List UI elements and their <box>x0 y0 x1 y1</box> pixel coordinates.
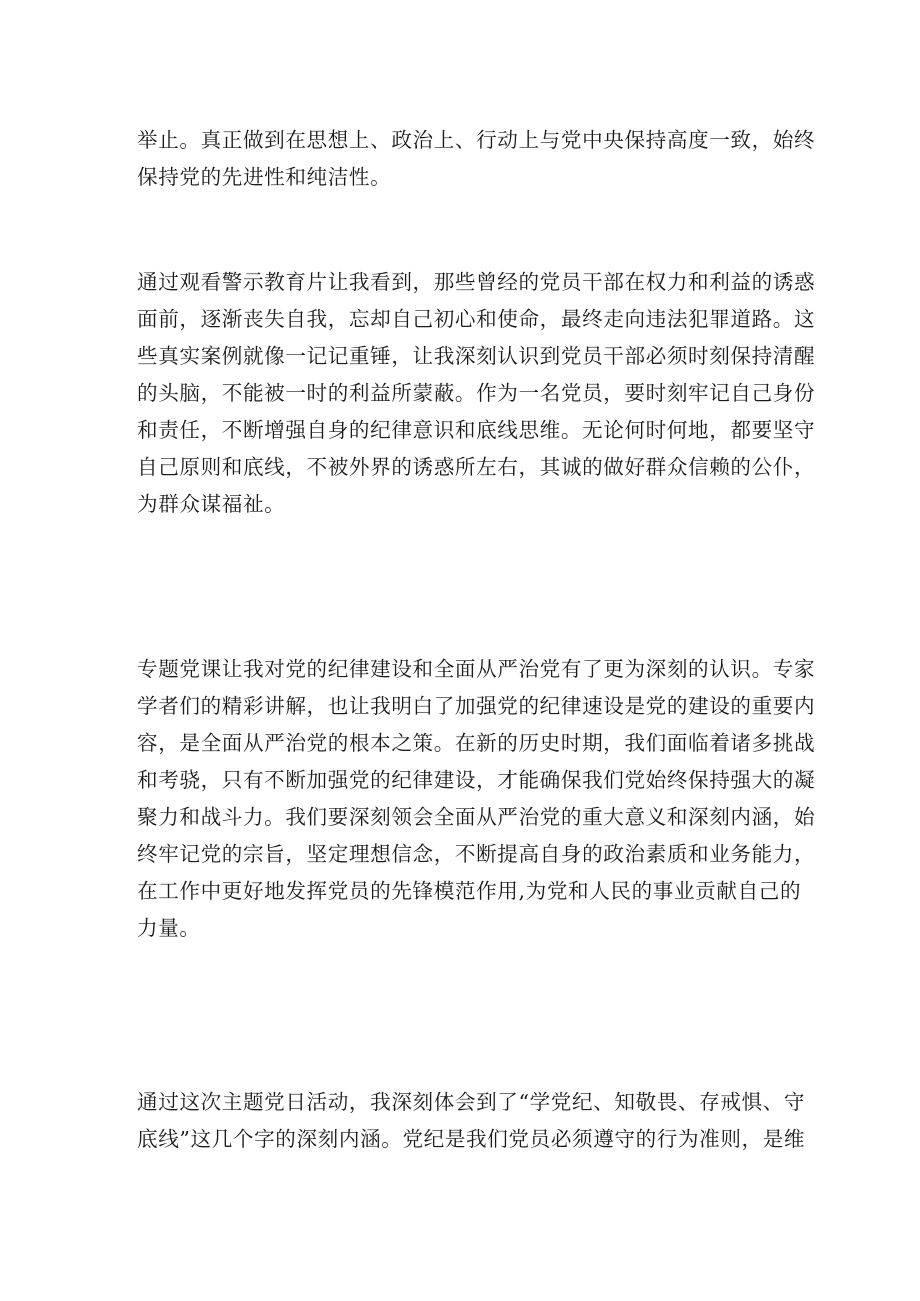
text-line: 底线”这几个字的深刻内涵。党纪是我们党员必须遵守的行为准则，是维 <box>137 1127 806 1151</box>
paragraph-4 <box>137 1084 806 1158</box>
text-line: 面前，逐渐丧失自我，忘却自己初心和使命，最终走向违法犯罪道路。这 <box>137 307 816 331</box>
text-line: 和考骁，只有不断加强党的纪律建设，才能确保我们党始终保持强大的凝 <box>137 768 816 792</box>
text-line: 学者们的精彩讲解，也让我明白了加强党的纪律速设是党的建设的重要内 <box>137 694 816 718</box>
text-line: 保持党的先进性和纯洁性。 <box>137 165 392 189</box>
text-line: 专题党课让我对党的纪律建设和全面从严治党有了更为深刻的认识。专家 <box>137 657 816 681</box>
text-line: 在工作中更好地发挥党员的先锋模范作用,为党和人民的事业贡献自己的 <box>137 879 802 903</box>
text-line: 通过观看警示教育片让我看到，那些曾经的党员干部在权力和利益的诱惑 <box>137 270 816 294</box>
text-line: 聚力和战斗力。我们要深刻领会全面从严治党的重大意义和深刻内涵，始 <box>137 805 816 829</box>
text-line: 举止。真正做到在思想上、政治上、行动上与党中央保持高度一致，始终 <box>137 128 816 152</box>
text-line: 和责任，不断增强自身的纪律意识和底线思维。无论何时何地，都要坚守 <box>137 418 816 442</box>
paragraph-2 <box>137 264 816 523</box>
text-line: 自己原则和底线，不被外界的诱惑所左右，其诚的做好群众信赖的公仆， <box>137 455 816 479</box>
text-line: 为群众谋福祉。 <box>137 492 286 516</box>
text-line: 的头脑，不能被一时的利益所蒙蔽。作为一名党员，要时刻牢记自己身份 <box>137 381 816 405</box>
text-line: 力量。 <box>137 916 201 940</box>
text-line: 终牢记党的宗旨，坚定理想信念，不断提高自身的政治素质和业务能力， <box>137 842 816 866</box>
text-line: 容，是全面从严治党的根本之策。在新的历史时期，我们面临着诸多挑战 <box>137 731 816 755</box>
text-line: 些真实案例就像一记记重锤，让我深刻认识到党员干部必须时刻保持清醒 <box>137 344 816 368</box>
paragraph-3 <box>137 651 816 947</box>
text-line: 通过这次主题党日活动，我深刻体会到了“学党纪、知敬畏、存戒惧、守 <box>137 1090 806 1114</box>
paragraph-1 <box>137 122 816 196</box>
